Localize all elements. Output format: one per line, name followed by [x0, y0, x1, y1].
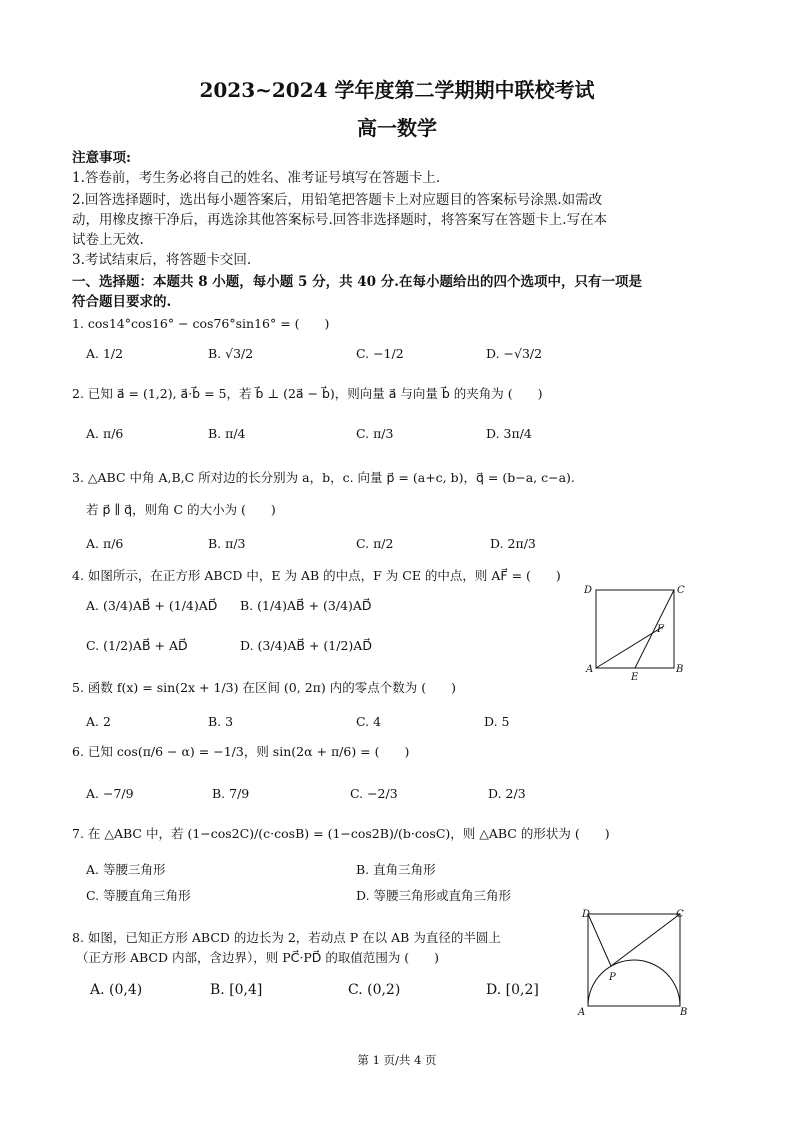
note-1: 1.答卷前，考生务必将自己的姓名、准考证号填写在答题卡上. [72, 170, 441, 186]
note-2b: 动，用橡皮擦干净后，再选涂其他答案标号.回答非选择题时，将答案写在答题卡上.写在本 [72, 212, 608, 228]
q8-option-d: D. [0,2] [486, 982, 539, 998]
question-2-stem: 2. 已知 a⃗ = (1,2), a⃗·b⃗ = 5，若 b⃗ ⊥ (2a⃗ − b⃗)，则向量 a⃗ 与向量 b⃗ 的夹角为 ( ) [72, 386, 543, 401]
q4-option-a: A. (3/4)AB⃗ + (1/4)AD⃗ [86, 598, 218, 613]
q5-option-c: C. 4 [356, 714, 382, 729]
fig4-label-d: D [584, 585, 593, 596]
q3-option-b: B. π/3 [208, 536, 246, 551]
fig4-label-e: E [631, 672, 639, 683]
q7-option-d: D. 等腰三角形或直角三角形 [356, 888, 512, 903]
q3-option-d: D. 2π/3 [490, 536, 536, 551]
q8-option-a: A. (0,4) [90, 982, 143, 998]
question-3-stem-line2: 若 p⃗ ∥ q⃗，则角 C 的大小为 ( ) [86, 502, 276, 517]
q4-option-b: B. (1/4)AB⃗ + (3/4)AD⃗ [240, 598, 372, 613]
q2-option-a: A. π/6 [86, 426, 124, 441]
page-footer: 第 1 页/共 4 页 [357, 1053, 437, 1067]
note-2c: 试卷上无效. [72, 232, 144, 248]
q2-option-d: D. 3π/4 [486, 426, 532, 441]
q4-option-c: C. (1/2)AB⃗ + AD⃗ [86, 638, 188, 653]
question-5-stem: 5. 函数 f(x) = sin(2x + 1/3) 在区间 (0, 2π) 内的零点个数为 ( ) [72, 680, 456, 695]
q7-option-b: B. 直角三角形 [356, 862, 436, 877]
q1-option-c: C. −1/2 [356, 346, 404, 361]
q7-option-a: A. 等腰三角形 [86, 862, 166, 877]
question-8-stem-line2: （正方形 ABCD 内部，含边界），则 PC⃗·PD⃗ 的取值范围为 ( ) [76, 950, 440, 965]
exam-title: 2023~2024 学年度第二学期期中联校考试 [199, 78, 595, 102]
notes-heading: 注意事项: [72, 150, 131, 166]
square-abcd-figure-q4 [580, 580, 690, 684]
fig8-label-d: D [582, 909, 591, 920]
q8-option-b: B. [0,4] [210, 982, 263, 998]
question-7-stem: 7. 在 △ABC 中，若 (1−cos2C)/(c·cosB) = (1−cos2B)/(b·cosC)，则 △ABC 的形状为 ( ) [72, 826, 610, 841]
fig8-label-c: C [676, 909, 684, 920]
note-3: 3.考试结束后，将答题卡交回. [72, 252, 252, 268]
note-2a: 2.回答选择题时，选出每小题答案后，用铅笔把答题卡上对应题目的答案标号涂黑.如需改 [72, 192, 603, 208]
exam-subject: 高一数学 [357, 116, 437, 140]
q5-option-d: D. 5 [484, 714, 510, 729]
fig8-label-a: A [578, 1007, 586, 1018]
q5-option-b: B. 3 [208, 714, 234, 729]
fig4-label-f: F [657, 624, 664, 635]
section-heading-line1: 一、选择题：本题共 8 小题，每小题 5 分，共 40 分.在每小题给出的四个选项中，只有一项是 [72, 274, 642, 290]
fig4-label-a: A [586, 664, 594, 675]
square-semicircle-figure-q8 [576, 904, 696, 1018]
fig4-label-c: C [677, 585, 685, 596]
question-1-stem: 1. cos14°cos16° − cos76°sin16° = ( ) [72, 316, 330, 331]
question-4-stem: 4. 如图所示，在正方形 ABCD 中，E 为 AB 的中点，F 为 CE 的中点，则 AF⃗ = ( ) [72, 568, 561, 583]
q6-option-b: B. 7/9 [212, 786, 250, 801]
question-3-stem: 3. △ABC 中角 A,B,C 所对边的长分别为 a，b，c. 向量 p⃗ = (a+c, b)，q⃗ = (b−a, c−a). [72, 470, 575, 485]
section-heading-line2: 符合题目要求的. [72, 294, 172, 310]
q2-option-b: B. π/4 [208, 426, 246, 441]
q1-option-a: A. 1/2 [86, 346, 124, 361]
q6-option-d: D. 2/3 [488, 786, 526, 801]
q1-option-d: D. −√3/2 [486, 346, 543, 361]
fig4-label-b: B [676, 664, 684, 675]
question-6-stem: 6. 已知 cos(π/6 − α) = −1/3，则 sin(2α + π/6) = ( ) [72, 744, 410, 759]
q7-option-c: C. 等腰直角三角形 [86, 888, 191, 903]
question-8-stem: 8. 如图，已知正方形 ABCD 的边长为 2，若动点 P 在以 AB 为直径的半圆上 [72, 930, 501, 945]
q4-option-d: D. (3/4)AB⃗ + (1/2)AD⃗ [240, 638, 372, 653]
q6-option-a: A. −7/9 [86, 786, 134, 801]
fig8-label-p: P [609, 972, 616, 983]
q6-option-c: C. −2/3 [350, 786, 398, 801]
q2-option-c: C. π/3 [356, 426, 394, 441]
q3-option-a: A. π/6 [86, 536, 124, 551]
fig8-label-b: B [680, 1007, 688, 1018]
q5-option-a: A. 2 [86, 714, 111, 729]
q8-option-c: C. (0,2) [348, 982, 401, 998]
q3-option-c: C. π/2 [356, 536, 394, 551]
q1-option-b: B. √3/2 [208, 346, 254, 361]
